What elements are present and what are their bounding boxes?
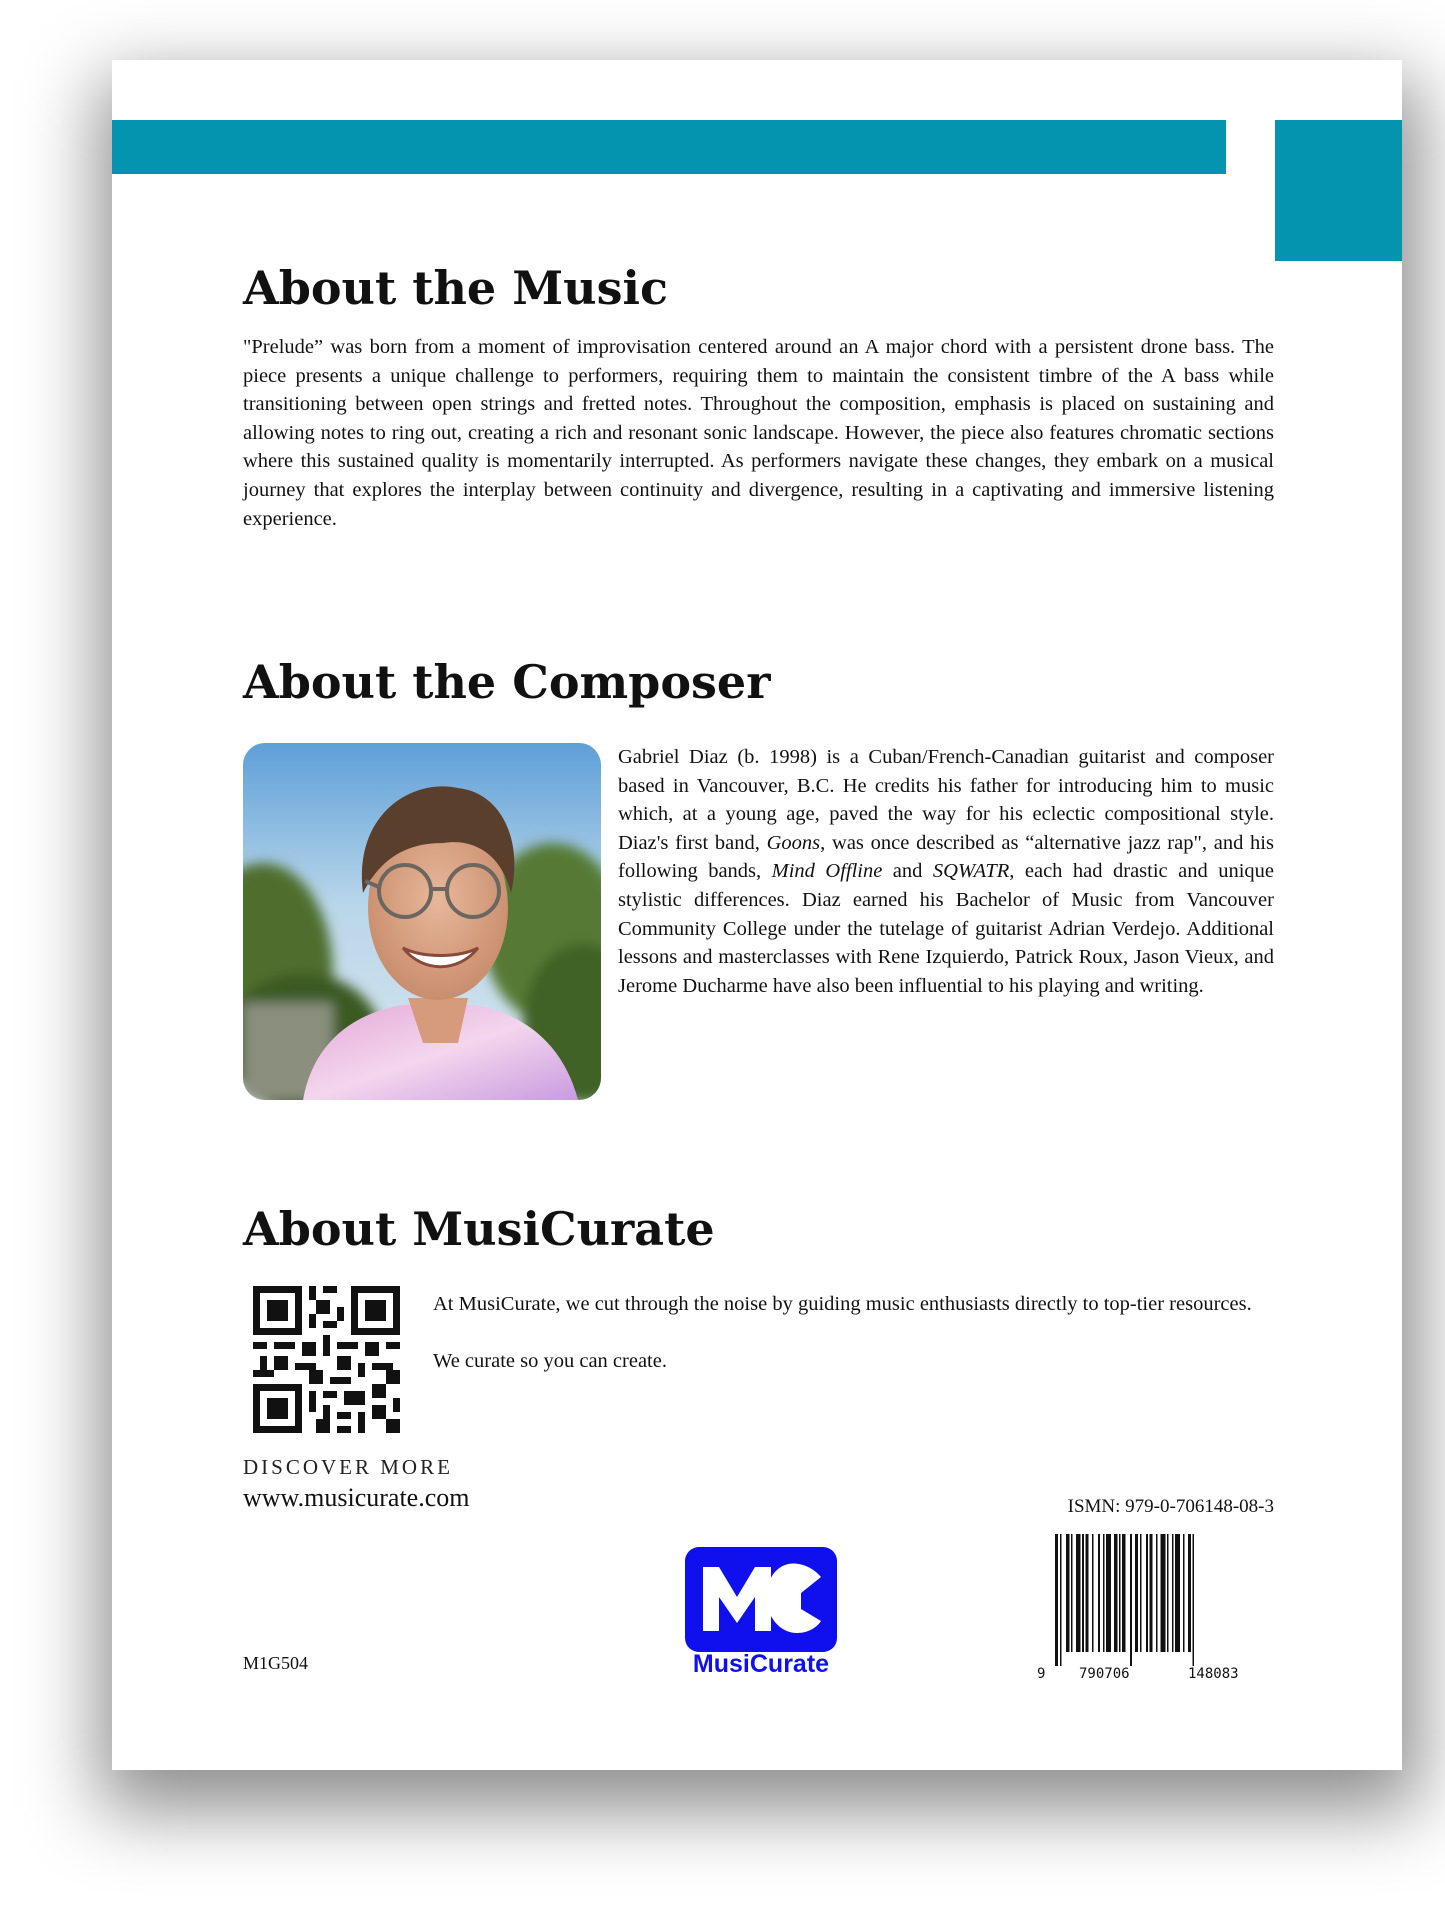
musicurate-tagline: We curate so you can create. <box>433 1350 667 1372</box>
about-musicurate-heading: About MusiCurate <box>243 1202 715 1256</box>
bio-part-1: Gabriel Diaz (b. 1998) is a Cuban/French-Canadian guitarist and composer based in Vancouver, B.C. He credits his father for introducing him to music which, at a young age, paved the way for his eclectic compositional style. Diaz's first band, <box>618 746 1274 854</box>
teal-corner-block <box>1275 120 1402 261</box>
band-name-mind-offline: Mind Offline <box>771 860 883 883</box>
bio-part-4: , each had drastic and unique stylistic differences. Diaz earned his Bachelor of Music from Vancouver Community College under the tutelage of guitarist Adrian Verdejo. Additional lessons and masterclasses with Rene Izquierdo, Patrick Roux, Jason Vieux, and Jerome Ducharme have also been influential to his playing and writing. <box>618 860 1274 997</box>
about-music-heading: About the Music <box>243 261 668 315</box>
bio-part-2: , was once described as “alternative jazz rap", and his following bands, <box>618 831 1274 883</box>
band-name-sqwatr: SQWATR <box>932 860 1010 883</box>
composer-photo <box>243 743 601 1100</box>
about-composer-heading: About the Composer <box>243 655 771 709</box>
website-link[interactable]: www.musicurate.com <box>243 1483 470 1512</box>
barcode-icon <box>1037 1534 1274 1666</box>
teal-header-band <box>112 120 1226 174</box>
barcode-digits-right: 148083 <box>1188 1666 1239 1682</box>
barcode-digit-prefix: 9 <box>1037 1666 1046 1682</box>
musicurate-logo-icon <box>685 1547 837 1652</box>
bio-part-3: and <box>882 860 933 883</box>
band-name-goons: Goons <box>766 831 821 854</box>
composer-bio <box>618 743 1274 1000</box>
musicurate-description: At MusiCurate, we cut through the noise by guiding music enthusiasts directly to top-tier resources. <box>433 1293 1252 1315</box>
about-music-text: "Prelude” was born from a moment of improvisation centered around an A major chord with a persistent drone bass. The piece presents a unique challenge to performers, requiring them to maintain the consistent timbre of the A bass while transitioning between open strings and fretted notes. Throughout the composition, emphasis is placed on sustaining and allowing notes to ring out, creating a rich and resonant sonic landscape. However, the piece also features chromatic sections where this sustained quality is momentarily interrupted. As performers navigate these changes, they embark on a musical journey that explores the interplay between continuity and divergence, resulting in a captivating and immersive listening experience. <box>243 336 1274 530</box>
musicurate-logo-text: MusiCurate <box>692 1650 830 1678</box>
discover-more-label: DISCOVER MORE <box>243 1455 453 1479</box>
product-code: M1G504 <box>243 1653 309 1673</box>
barcode-digits-left: 790706 <box>1079 1666 1130 1682</box>
qr-code-icon[interactable] <box>253 1286 400 1433</box>
ismn-number: ISMN: 979-0-706148-08-3 <box>1067 1496 1274 1517</box>
back-cover <box>112 60 1402 1770</box>
